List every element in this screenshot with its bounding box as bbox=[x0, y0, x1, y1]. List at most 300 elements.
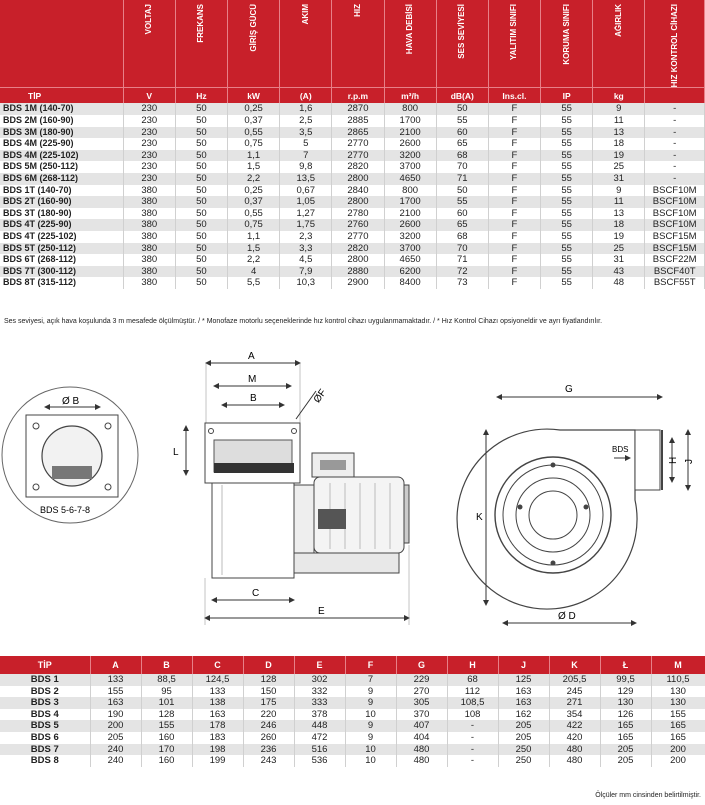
table-cell: 243 bbox=[243, 755, 294, 767]
table-cell: 50 bbox=[175, 185, 227, 197]
spec-header-name bbox=[645, 0, 705, 88]
table-cell: BDS 3 bbox=[0, 697, 90, 709]
table-cell: 332 bbox=[294, 686, 345, 698]
table-cell: 1700 bbox=[384, 115, 436, 127]
table-cell: 175 bbox=[243, 697, 294, 709]
table-cell: 2770 bbox=[332, 231, 384, 243]
table-cell: 480 bbox=[549, 755, 600, 767]
table-cell: 50 bbox=[436, 185, 488, 197]
dimension-header-cell: J bbox=[498, 656, 549, 674]
table-cell: BDS 1 bbox=[0, 674, 90, 686]
table-row bbox=[0, 231, 705, 243]
table-row bbox=[0, 720, 705, 732]
dimension-header-cell: E bbox=[294, 656, 345, 674]
table-cell: BSCF10M bbox=[645, 208, 705, 220]
table-cell: 200 bbox=[90, 720, 141, 732]
table-cell: 50 bbox=[175, 173, 227, 185]
table-cell: 305 bbox=[396, 697, 447, 709]
table-cell: BDS 3M (180-90) bbox=[0, 127, 123, 139]
table-cell: 55 bbox=[541, 185, 593, 197]
front-view bbox=[457, 384, 695, 623]
spec-header-unit: Hz bbox=[175, 88, 227, 104]
table-cell: 1,1 bbox=[228, 150, 280, 162]
table-cell: 130 bbox=[651, 697, 705, 709]
table-cell: 230 bbox=[123, 138, 175, 150]
table-cell: 1,5 bbox=[228, 161, 280, 173]
table-cell: 2800 bbox=[332, 254, 384, 266]
spec-header-name bbox=[0, 0, 123, 88]
table-cell: 8400 bbox=[384, 277, 436, 289]
table-cell: 155 bbox=[651, 709, 705, 721]
table-cell: 19 bbox=[593, 150, 645, 162]
table-cell: BSCF22M bbox=[645, 254, 705, 266]
table-cell: 2,3 bbox=[280, 231, 332, 243]
spec-header-name-text: FREKANS bbox=[196, 4, 206, 43]
table-cell: 380 bbox=[123, 266, 175, 278]
table-cell: BSCF40T bbox=[645, 266, 705, 278]
table-cell: 4,5 bbox=[280, 254, 332, 266]
table-row bbox=[0, 254, 705, 266]
dim-label-f: ØF bbox=[311, 387, 329, 406]
table-cell: 165 bbox=[651, 732, 705, 744]
table-cell: 150 bbox=[243, 686, 294, 698]
table-cell: 4 bbox=[228, 266, 280, 278]
table-cell: F bbox=[488, 161, 540, 173]
table-row bbox=[0, 185, 705, 197]
table-cell: 378 bbox=[294, 709, 345, 721]
table-row bbox=[0, 103, 705, 115]
table-cell: 230 bbox=[123, 150, 175, 162]
dim-label-d: Ø D bbox=[558, 611, 576, 622]
spec-header-name bbox=[280, 0, 332, 88]
table-cell: 50 bbox=[175, 277, 227, 289]
table-cell: 55 bbox=[541, 277, 593, 289]
table-cell: 108 bbox=[447, 709, 498, 721]
spec-header-unit: IP bbox=[541, 88, 593, 104]
table-cell: 55 bbox=[541, 231, 593, 243]
table-cell: BDS 4T (225-102) bbox=[0, 231, 123, 243]
table-cell: 7,9 bbox=[280, 266, 332, 278]
table-cell: 380 bbox=[123, 208, 175, 220]
table-cell: F bbox=[488, 243, 540, 255]
dim-label-l: L bbox=[173, 447, 179, 458]
table-cell: 380 bbox=[123, 243, 175, 255]
table-cell: 480 bbox=[396, 744, 447, 756]
table-cell: 205 bbox=[498, 720, 549, 732]
table-cell: F bbox=[488, 219, 540, 231]
table-cell: 800 bbox=[384, 185, 436, 197]
table-cell: 5,5 bbox=[228, 277, 280, 289]
table-cell: 354 bbox=[549, 709, 600, 721]
table-cell: 472 bbox=[294, 732, 345, 744]
table-row bbox=[0, 219, 705, 231]
table-cell: 65 bbox=[436, 219, 488, 231]
table-cell: BDS 4M (225-102) bbox=[0, 150, 123, 162]
table-cell: 2770 bbox=[332, 138, 384, 150]
spec-header-name-text: SES SEVİYESİ bbox=[457, 4, 467, 59]
table-cell: 199 bbox=[192, 755, 243, 767]
table-cell: 9 bbox=[345, 720, 396, 732]
table-cell: 155 bbox=[90, 686, 141, 698]
dimension-header-cell: K bbox=[549, 656, 600, 674]
table-cell: 50 bbox=[175, 266, 227, 278]
table-row bbox=[0, 266, 705, 278]
table-cell: F bbox=[488, 231, 540, 243]
table-cell: 165 bbox=[600, 732, 651, 744]
table-cell: 516 bbox=[294, 744, 345, 756]
table-cell: 2865 bbox=[332, 127, 384, 139]
spec-header-name bbox=[332, 0, 384, 88]
table-cell: F bbox=[488, 185, 540, 197]
table-cell: BDS 6 bbox=[0, 732, 90, 744]
dimension-header-cell: A bbox=[90, 656, 141, 674]
table-cell: 250 bbox=[498, 744, 549, 756]
table-cell: 18 bbox=[593, 138, 645, 150]
table-cell: 480 bbox=[396, 755, 447, 767]
dimension-header-cell: G bbox=[396, 656, 447, 674]
table-cell: 205 bbox=[600, 755, 651, 767]
table-cell: 163 bbox=[498, 697, 549, 709]
spec-header-name bbox=[541, 0, 593, 88]
table-cell: 0,25 bbox=[228, 185, 280, 197]
table-row bbox=[0, 709, 705, 721]
spec-header-name-text: VOLTAJ bbox=[144, 4, 154, 35]
table-cell: 1,6 bbox=[280, 103, 332, 115]
table-row bbox=[0, 697, 705, 709]
table-cell: 88,5 bbox=[141, 674, 192, 686]
table-cell: 2,2 bbox=[228, 254, 280, 266]
table-cell: 130 bbox=[600, 697, 651, 709]
table-cell: 2800 bbox=[332, 173, 384, 185]
table-cell: 800 bbox=[384, 103, 436, 115]
dim-label-h: H bbox=[668, 456, 679, 464]
table-cell: 13,5 bbox=[280, 173, 332, 185]
dimension-header-row bbox=[0, 656, 705, 674]
table-cell: BDS 7T (300-112) bbox=[0, 266, 123, 278]
table-row bbox=[0, 277, 705, 289]
table-cell: 3700 bbox=[384, 243, 436, 255]
table-cell: 71 bbox=[436, 173, 488, 185]
table-cell: 10,3 bbox=[280, 277, 332, 289]
table-row bbox=[0, 686, 705, 698]
table-cell: BDS 1T (140-70) bbox=[0, 185, 123, 197]
table-cell: 2820 bbox=[332, 243, 384, 255]
table-cell: 198 bbox=[192, 744, 243, 756]
table-cell: 19 bbox=[593, 231, 645, 243]
table-cell: - bbox=[645, 138, 705, 150]
table-cell: F bbox=[488, 208, 540, 220]
spec-header-name-text: KORUMA SINIFI bbox=[561, 4, 571, 65]
table-cell: 128 bbox=[243, 674, 294, 686]
table-cell: F bbox=[488, 150, 540, 162]
table-cell: 70 bbox=[436, 243, 488, 255]
spec-header-unit: dB(A) bbox=[436, 88, 488, 104]
table-cell: BDS 6M (268-112) bbox=[0, 173, 123, 185]
table-cell: BDS 2T (160-90) bbox=[0, 196, 123, 208]
spec-header-unit bbox=[645, 88, 705, 104]
table-cell: 420 bbox=[549, 732, 600, 744]
table-cell: 108,5 bbox=[447, 697, 498, 709]
table-row bbox=[0, 150, 705, 162]
table-cell: 422 bbox=[549, 720, 600, 732]
table-cell: 480 bbox=[549, 744, 600, 756]
table-cell: 2880 bbox=[332, 266, 384, 278]
table-cell: 2,2 bbox=[228, 173, 280, 185]
table-cell: 0,75 bbox=[228, 219, 280, 231]
table-cell: 18 bbox=[593, 219, 645, 231]
table-cell: 160 bbox=[141, 732, 192, 744]
spec-header-name bbox=[175, 0, 227, 88]
table-cell: 380 bbox=[123, 185, 175, 197]
table-cell: 2900 bbox=[332, 277, 384, 289]
footer-note: Ölçüler mm cinsinden belirtilmiştir. bbox=[595, 792, 701, 799]
table-cell: 68 bbox=[447, 674, 498, 686]
table-cell: 250 bbox=[498, 755, 549, 767]
table-cell: 333 bbox=[294, 697, 345, 709]
spec-header-name-text: HAVA DEBİSİ bbox=[405, 4, 415, 55]
table-cell: 536 bbox=[294, 755, 345, 767]
table-cell: 50 bbox=[436, 103, 488, 115]
table-row bbox=[0, 138, 705, 150]
table-cell: - bbox=[645, 173, 705, 185]
table-cell: BDS 5M (250-112) bbox=[0, 161, 123, 173]
table-cell: 125 bbox=[498, 674, 549, 686]
table-cell: 3,5 bbox=[280, 127, 332, 139]
table-cell: 50 bbox=[175, 208, 227, 220]
table-cell: - bbox=[645, 103, 705, 115]
table-cell: 163 bbox=[90, 697, 141, 709]
table-cell: 55 bbox=[541, 138, 593, 150]
spec-header-name bbox=[228, 0, 280, 88]
spec-header-name-text: HIZ KONTROL CİHAZI bbox=[669, 4, 679, 88]
table-cell: 13 bbox=[593, 127, 645, 139]
table-cell: 7 bbox=[280, 150, 332, 162]
table-cell: 0,37 bbox=[228, 115, 280, 127]
table-cell: BDS 8T (315-112) bbox=[0, 277, 123, 289]
table-cell: 25 bbox=[593, 243, 645, 255]
table-cell: 55 bbox=[541, 196, 593, 208]
dim-label-c: C bbox=[252, 588, 260, 599]
technical-drawing bbox=[0, 335, 705, 653]
dimension-header-cell: F bbox=[345, 656, 396, 674]
table-cell: 50 bbox=[175, 127, 227, 139]
table-cell: 162 bbox=[498, 709, 549, 721]
table-cell: 0,55 bbox=[228, 208, 280, 220]
table-cell: 155 bbox=[141, 720, 192, 732]
dim-label-m: M bbox=[248, 374, 257, 385]
table-cell: 380 bbox=[123, 196, 175, 208]
table-cell: 11 bbox=[593, 196, 645, 208]
table-cell: 245 bbox=[549, 686, 600, 698]
table-cell: BSCF10M bbox=[645, 185, 705, 197]
table-cell: 229 bbox=[396, 674, 447, 686]
table-cell: 50 bbox=[175, 161, 227, 173]
table-cell: BDS 4M (225-90) bbox=[0, 138, 123, 150]
inlet-detail-view bbox=[2, 387, 138, 523]
table-cell: 2820 bbox=[332, 161, 384, 173]
dim-label-k: K bbox=[476, 512, 483, 523]
table-row bbox=[0, 744, 705, 756]
spec-header-unit: kW bbox=[228, 88, 280, 104]
spec-header-names bbox=[0, 0, 705, 88]
dim-label-ob: Ø B bbox=[62, 396, 80, 407]
spec-header-name bbox=[436, 0, 488, 88]
table-row bbox=[0, 732, 705, 744]
table-cell: 3,3 bbox=[280, 243, 332, 255]
table-cell: 380 bbox=[123, 219, 175, 231]
bds-flow-label: BDS bbox=[612, 445, 629, 454]
table-cell: BDS 4 bbox=[0, 709, 90, 721]
table-cell: 50 bbox=[175, 219, 227, 231]
table-cell: 50 bbox=[175, 103, 227, 115]
table-cell: 380 bbox=[123, 231, 175, 243]
table-cell: 240 bbox=[90, 755, 141, 767]
table-cell: 407 bbox=[396, 720, 447, 732]
table-cell: 70 bbox=[436, 161, 488, 173]
table-cell: 124,5 bbox=[192, 674, 243, 686]
table-cell: 71 bbox=[436, 254, 488, 266]
table-cell: 99,5 bbox=[600, 674, 651, 686]
table-cell: 55 bbox=[541, 266, 593, 278]
table-cell: 2100 bbox=[384, 127, 436, 139]
table-row bbox=[0, 173, 705, 185]
table-cell: 236 bbox=[243, 744, 294, 756]
table-cell: - bbox=[447, 720, 498, 732]
table-cell: 43 bbox=[593, 266, 645, 278]
table-cell: BDS 2M (160-90) bbox=[0, 115, 123, 127]
table-cell: BSCF10M bbox=[645, 219, 705, 231]
table-cell: 50 bbox=[175, 254, 227, 266]
table-cell: 190 bbox=[90, 709, 141, 721]
spec-header-unit: Ins.cl. bbox=[488, 88, 540, 104]
table-cell: 4650 bbox=[384, 254, 436, 266]
dimension-header-cell: B bbox=[141, 656, 192, 674]
table-cell: 129 bbox=[600, 686, 651, 698]
table-cell: 60 bbox=[436, 127, 488, 139]
table-cell: 55 bbox=[541, 254, 593, 266]
table-cell: 9 bbox=[345, 697, 396, 709]
table-cell: 2600 bbox=[384, 138, 436, 150]
table-cell: 9 bbox=[593, 103, 645, 115]
table-cell: 50 bbox=[175, 115, 227, 127]
table-cell: BDS 5 bbox=[0, 720, 90, 732]
spec-table bbox=[0, 0, 705, 289]
table-cell: 130 bbox=[651, 686, 705, 698]
table-cell: 55 bbox=[541, 127, 593, 139]
spec-header-units bbox=[0, 88, 705, 104]
table-cell: 2780 bbox=[332, 208, 384, 220]
table-cell: BDS 4T (225-90) bbox=[0, 219, 123, 231]
table-cell: 55 bbox=[541, 150, 593, 162]
spec-header-unit: r.p.m bbox=[332, 88, 384, 104]
table-cell: F bbox=[488, 254, 540, 266]
spec-header-name-text: YALITIM SINIFI bbox=[509, 4, 519, 61]
table-cell: 2800 bbox=[332, 196, 384, 208]
table-cell: 2770 bbox=[332, 150, 384, 162]
table-row bbox=[0, 755, 705, 767]
front-view-label: BDS 5-6-7-8 bbox=[40, 505, 91, 515]
table-cell: 101 bbox=[141, 697, 192, 709]
table-cell: 9 bbox=[345, 686, 396, 698]
table-cell: F bbox=[488, 277, 540, 289]
table-cell: 230 bbox=[123, 127, 175, 139]
table-cell: 133 bbox=[90, 674, 141, 686]
table-cell: 163 bbox=[192, 709, 243, 721]
dim-label-e: E bbox=[318, 606, 325, 617]
spec-header-unit: TİP bbox=[0, 88, 123, 104]
table-row bbox=[0, 208, 705, 220]
dimension-header-cell: TİP bbox=[0, 656, 90, 674]
table-cell: 55 bbox=[541, 243, 593, 255]
table-cell: 380 bbox=[123, 254, 175, 266]
spec-table-body bbox=[0, 103, 705, 289]
side-view bbox=[173, 351, 409, 625]
table-cell: - bbox=[645, 115, 705, 127]
table-cell: BDS 5T (250-112) bbox=[0, 243, 123, 255]
dim-label-g: G bbox=[565, 384, 573, 395]
table-cell: 0,25 bbox=[228, 103, 280, 115]
table-cell: 170 bbox=[141, 744, 192, 756]
table-cell: 220 bbox=[243, 709, 294, 721]
table-cell: 448 bbox=[294, 720, 345, 732]
dimension-header-cell: D bbox=[243, 656, 294, 674]
dimension-header-cell: M bbox=[651, 656, 705, 674]
table-cell: 200 bbox=[651, 744, 705, 756]
table-cell: F bbox=[488, 103, 540, 115]
table-cell: 302 bbox=[294, 674, 345, 686]
table-cell: 50 bbox=[175, 150, 227, 162]
table-cell: 230 bbox=[123, 161, 175, 173]
table-cell: - bbox=[645, 150, 705, 162]
table-cell: BDS 8 bbox=[0, 755, 90, 767]
table-cell: 55 bbox=[541, 173, 593, 185]
table-row bbox=[0, 674, 705, 686]
spec-header-unit: (A) bbox=[280, 88, 332, 104]
table-cell: 7 bbox=[345, 674, 396, 686]
table-cell: 1,5 bbox=[228, 243, 280, 255]
table-cell: 68 bbox=[436, 150, 488, 162]
spec-note: Ses seviyesi, açık hava koşulunda 3 m mesafede ölçülmüştür. / * Monofaze motorlu seçeneklerinde hız kontrol cihazı uygulanmamaktadır. / * Hız Kontrol Cihazı opsiyoneldir ve ayrı fiyatlandırılır. bbox=[4, 318, 603, 325]
table-cell: 3200 bbox=[384, 231, 436, 243]
table-cell: 404 bbox=[396, 732, 447, 744]
table-cell: 1,1 bbox=[228, 231, 280, 243]
table-cell: 128 bbox=[141, 709, 192, 721]
table-cell: 50 bbox=[175, 196, 227, 208]
table-cell: 205 bbox=[600, 744, 651, 756]
table-cell: 0,67 bbox=[280, 185, 332, 197]
table-cell: 380 bbox=[123, 277, 175, 289]
table-cell: 65 bbox=[436, 138, 488, 150]
table-cell: 2600 bbox=[384, 219, 436, 231]
table-cell: F bbox=[488, 266, 540, 278]
table-cell: 246 bbox=[243, 720, 294, 732]
table-cell: 10 bbox=[345, 709, 396, 721]
table-cell: 270 bbox=[396, 686, 447, 698]
table-cell: 11 bbox=[593, 115, 645, 127]
table-cell: 163 bbox=[498, 686, 549, 698]
table-cell: 2885 bbox=[332, 115, 384, 127]
table-cell: 55 bbox=[436, 196, 488, 208]
table-cell: 205 bbox=[498, 732, 549, 744]
table-cell: 4650 bbox=[384, 173, 436, 185]
table-cell: 230 bbox=[123, 115, 175, 127]
table-cell: 0,37 bbox=[228, 196, 280, 208]
table-cell: 2,5 bbox=[280, 115, 332, 127]
table-cell: 205 bbox=[90, 732, 141, 744]
table-cell: - bbox=[447, 755, 498, 767]
table-cell: 10 bbox=[345, 755, 396, 767]
table-cell: 55 bbox=[541, 103, 593, 115]
